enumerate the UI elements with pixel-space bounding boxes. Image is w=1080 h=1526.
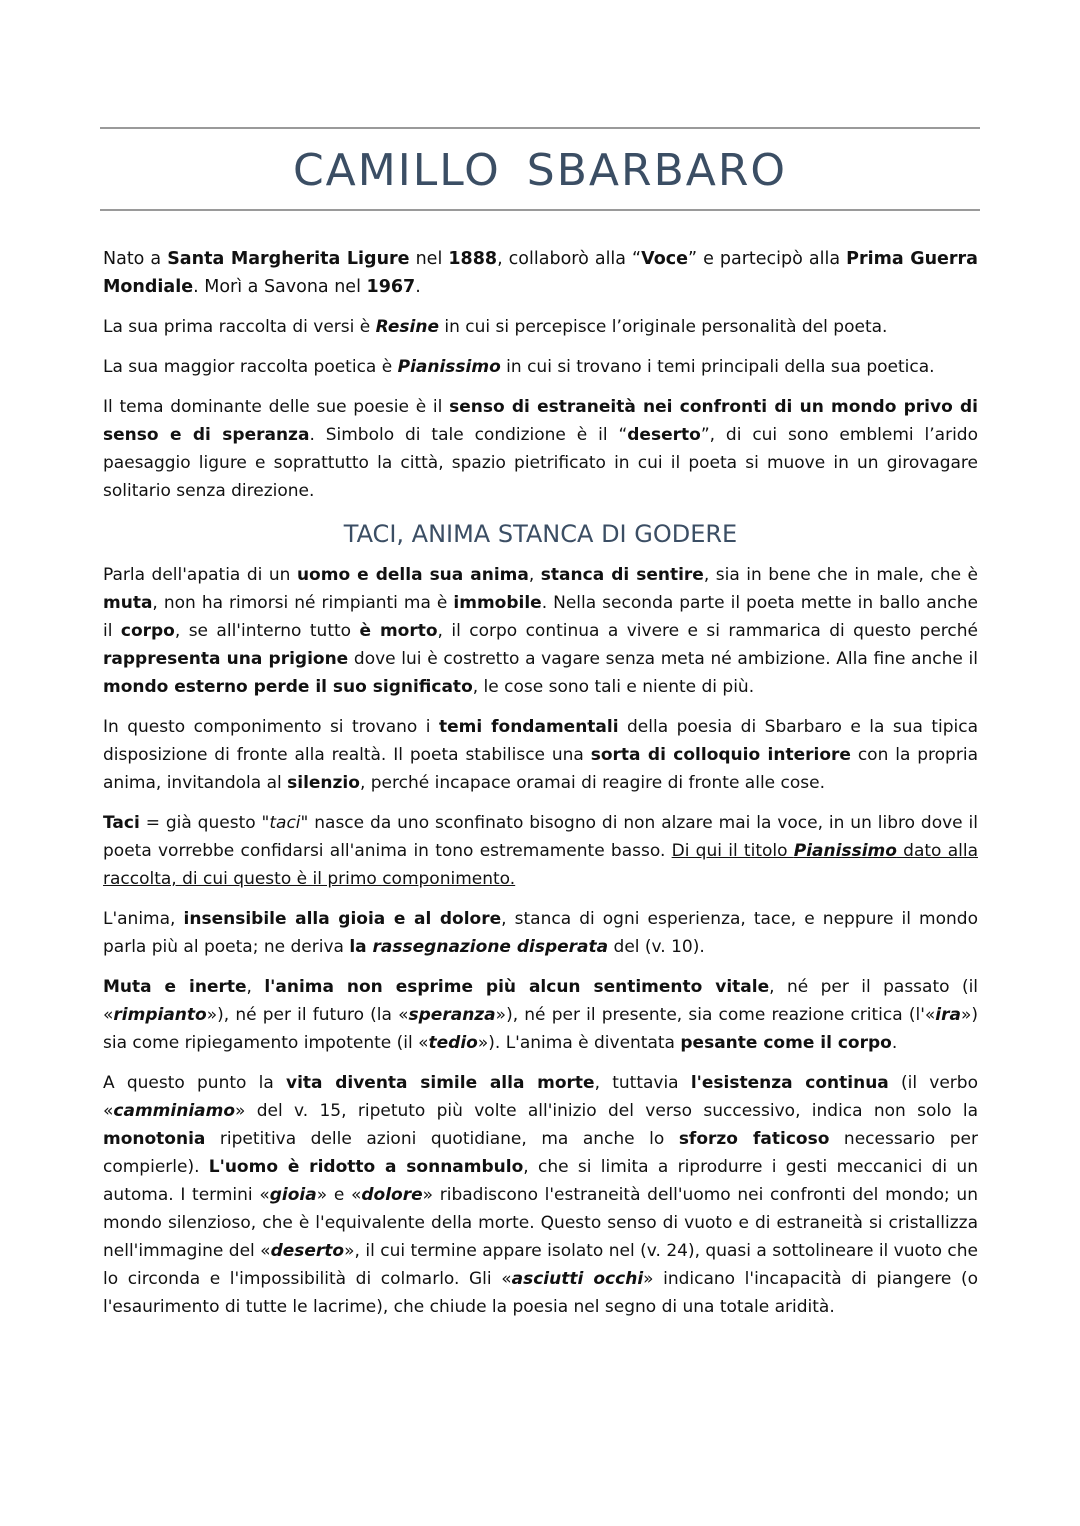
paragraph-first-collection: La sua prima raccolta di versi è Resine in cui si percepisce l’originale personalità del poeta. <box>103 317 888 337</box>
paragraph-themes: In questo componimento si trovano i temi fondamentali della poesia di Sbarbaro e la sua tipica disposizione di fronte alla realtà. Il poeta stabilisce una sorta di colloquio interiore con la propria anima, invitandola al silenzio, perché incapace oramai di reagire di fronte alle cose. <box>103 717 978 793</box>
page-title: CAMILLO SBARBARO <box>292 145 788 196</box>
paragraph-dominant-theme: Il tema dominante delle sue poesie è il senso di estraneità nei confronti di un mondo privo di senso e di speranza. Simbolo di tale condizione è il “deserto”, di cui sono emblemi l’arido paesaggio ligure e soprattutto la città, spazio pietrificato in cui il poeta si muove in un girovagare solitario senza direzione. <box>103 397 979 501</box>
paragraph-major-collection: La sua maggior raccolta poetica è Pianissimo in cui si trovano i temi principali della sua poetica. <box>103 357 935 377</box>
paragraph-apathy: Parla dell'apatia di un uomo e della sua anima, stanca di sentire, sia in bene che in male, che è muta, non ha rimorsi né rimpianti ma è immobile. Nella seconda parte il poeta mette in ballo anche il corpo, se all'interno tutto è morto, il corpo continua a vivere e si rammarica di questo perché rappresenta una prigione dove lui è costretto a vagare senza meta né ambizione. Alla fine anche il mondo esterno perde il suo significato, le cose sono tali e niente di più. <box>103 565 979 697</box>
title-top-rule <box>100 127 980 129</box>
paragraph-life-death: A questo punto la vita diventa simile alla morte, tuttavia l'esistenza continua (il verbo «camminiamo» del v. 15, ripetuto più volte all'inizio del verso successivo, indica non solo la monotonia ripetitiva delle azioni quotidiane, ma anche lo sforzo faticoso necessario per compierle). L'uomo è ridotto a sonnambulo, che si limita a riprodurre i gesti meccanici di un automa. I termini «gioia» e «dolore» ribadiscono l'estraneità dell'uomo nei confronti del mondo; un mondo silenzioso, che è l'equivalente della morte. Questo senso di vuoto e di estraneità si cristallizza nell'immagine del «deserto», il cui termine appare isolato nel (v. 24), quasi a sottolineare il vuoto che lo circonda e l'impossibilità di colmarlo. Gli «asciutti occhi» indicano l'incapacità di piangere (o l'esaurimento di tutte le lacrime), che chiude la poesia nel segno di una totale aridità. <box>103 1073 979 1317</box>
paragraph-taci: Taci = già questo "taci" nasce da uno sconfinato bisogno di non alzare mai la voce, in un libro dove il poeta vorrebbe confidarsi all'anima in tono estremamente basso. Di qui il titolo Pianissimo dato alla raccolta, di cui questo è il primo componimento. <box>103 813 978 889</box>
paragraph-soul: L'anima, insensibile alla gioia e al dolore, stanca di ogni esperienza, tace, e neppure il mondo parla più al poeta; ne deriva la rassegnazione disperata del (v. 10). <box>103 909 978 957</box>
paragraph-biography: Nato a Santa Margherita Ligure nel 1888, collaborò alla “Voce” e partecipò alla Prima Guerra Mondiale. Morì a Savona nel 1967. <box>103 249 978 297</box>
document-body <box>103 245 978 1333</box>
section-heading: TACI, ANIMA STANCA DI GODERE <box>343 520 738 548</box>
title-bottom-rule <box>100 209 980 211</box>
paragraph-inert: Muta e inerte, l'anima non esprime più alcun sentimento vitale, né per il passato (il «rimpianto»), né per il futuro (la «speranza»), né per il presente, sia come reazione critica (l'«ira») sia come ripiegamento impotente (il «tedio»). L'anima è diventata pesante come il corpo. <box>103 977 979 1053</box>
